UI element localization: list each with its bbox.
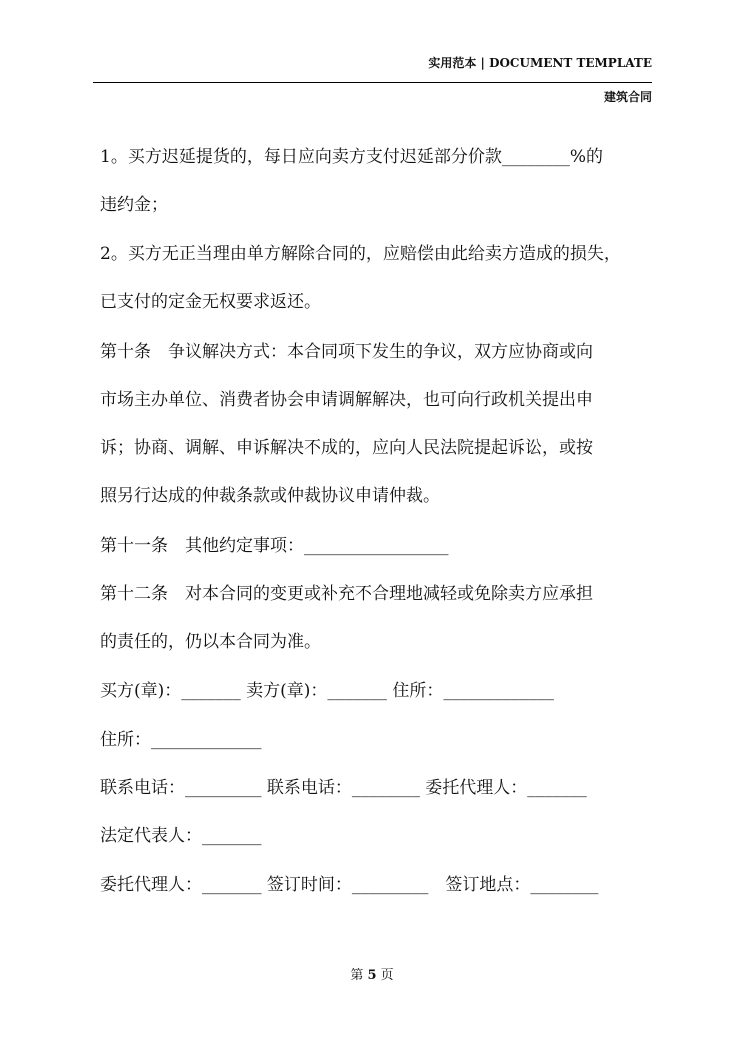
clause-line-10: 第十二条 对本合同的变更或补充不合理地减轻或免除卖方应承担 bbox=[100, 584, 593, 604]
footer-prefix: 第 bbox=[350, 968, 364, 983]
footer-suffix: 页 bbox=[380, 968, 394, 983]
clause-line-8: 照另行达成的仲裁条款或仲裁协议申请仲裁。 bbox=[100, 486, 440, 506]
page-footer bbox=[0, 964, 744, 983]
clause-line-11: 的责任的，仍以本合同为准。 bbox=[100, 632, 321, 652]
clause-line-4: 已支付的定金无权要求返还。 bbox=[100, 292, 321, 312]
clause-line-1: 1。买方迟延提货的，每日应向卖方支付迟延部分价款________%的 bbox=[100, 147, 603, 167]
clause-line-5: 第十条 争议解决方式：本合同项下发生的争议，双方应协商或向 bbox=[100, 342, 593, 362]
header-subtitle: 建筑合同 bbox=[603, 90, 652, 104]
clause-line-6: 市场主办单位、消费者协会申请调解解决，也可向行政机关提出申 bbox=[100, 390, 593, 410]
signature-line-3: 联系电话：_________ 联系电话：________ 委托代理人：_______ bbox=[100, 778, 587, 798]
clause-line-9: 第十一条 其他约定事项：_________________ bbox=[100, 536, 449, 556]
signature-line-5: 委托代理人：_______ 签订时间：_________ 签订地点：________ bbox=[100, 875, 599, 895]
clause-line-2: 违约金； bbox=[100, 195, 168, 215]
clause-line-7: 诉；协商、调解、申诉解决不成的，应向人民法院提起诉讼，或按 bbox=[100, 438, 593, 458]
page-number: 5 bbox=[367, 968, 377, 983]
clause-line-3: 2。买方无正当理由单方解除合同的，应赔偿由此给卖方造成的损失， bbox=[100, 244, 621, 264]
signature-line-1: 买方(章)：_______ 卖方(章)：_______ 住所：_____________ bbox=[100, 681, 554, 701]
header-divider bbox=[93, 82, 652, 83]
header-title: 实用范本 | DOCUMENT TEMPLATE bbox=[428, 56, 652, 70]
signature-line-4: 法定代表人：_______ bbox=[100, 826, 262, 846]
signature-line-2: 住所：_____________ bbox=[100, 730, 262, 750]
